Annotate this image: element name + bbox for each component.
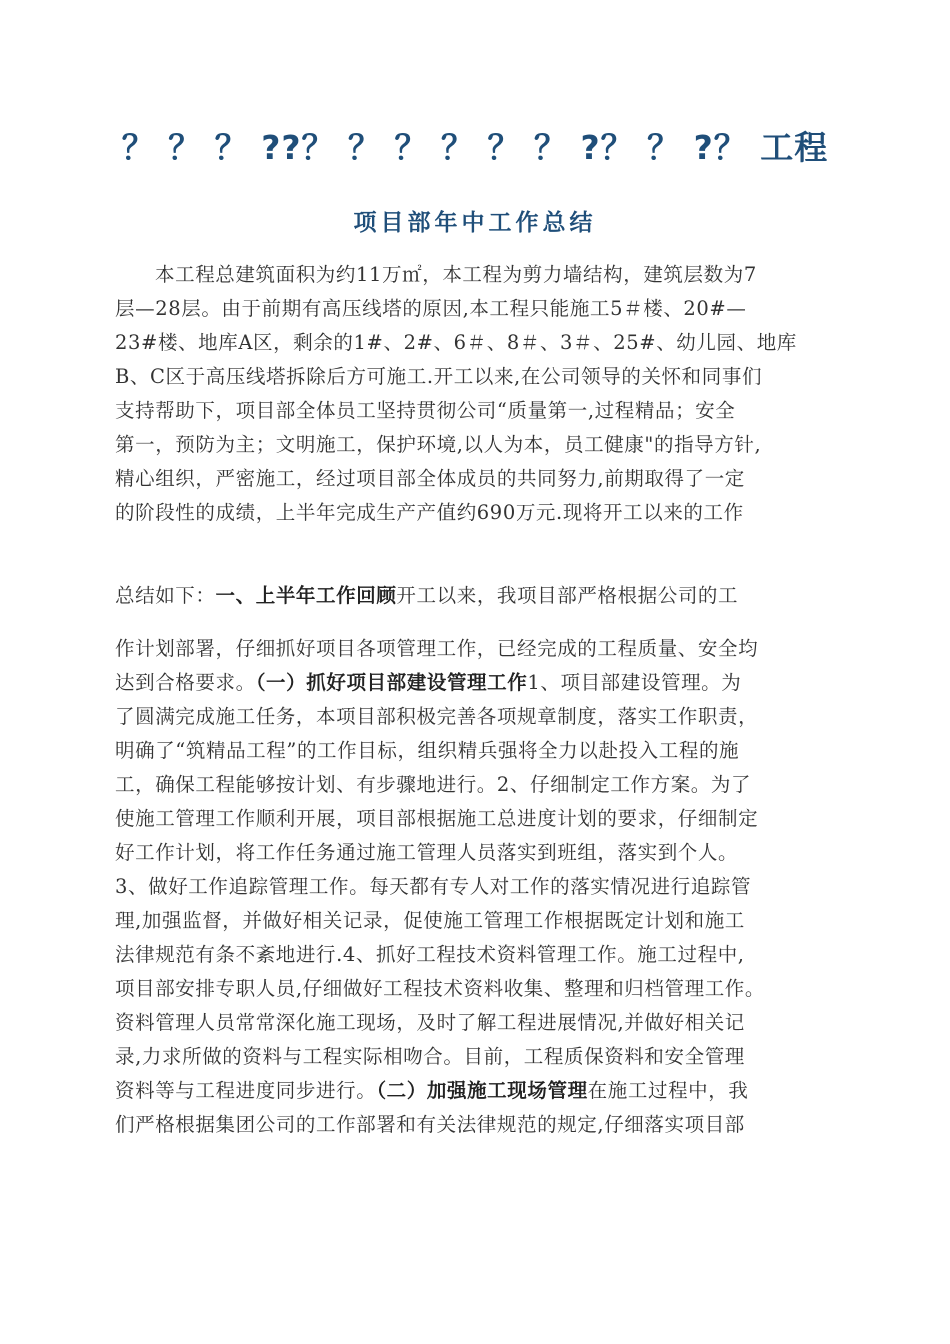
paragraph-line: 们严格根据集团公司的工作部署和有关法律规范的规定,仔细落实项目部 — [115, 1113, 745, 1136]
line-lead-text: 资料等与工程进度同步进行。 — [115, 1079, 377, 1102]
subsection-heading-site: （二）加强施工现场管理 — [376, 1079, 588, 1102]
paragraph-line: 理,加强监督，并做好相关记录，促使施工管理工作根据既定计划和施工 — [115, 909, 745, 932]
paragraph-line: 作计划部署，仔细抓好项目各项管理工作，已经完成的工程质量、安全均 — [115, 637, 759, 660]
paragraph-line: 工，确保工程能够按计划、有步骤地进行。2、仔细制定工作方案。为了 — [115, 773, 752, 796]
intro-paragraph — [115, 258, 845, 530]
document-title: ？ ？ ？ ??？ ？ ？ ？ ？ ？ ?？ ？ ?？ 工程 — [121, 128, 829, 167]
paragraph-line: 23#楼、地库A区，剩余的1#、2#、6＃、8＃、3＃、25#、幼儿园、地库 — [115, 331, 797, 354]
document-subtitle: 项目部年中工作总结 — [353, 210, 597, 236]
section-heading-review: 一、上半年工作回顾 — [215, 584, 397, 607]
paragraph-line: 明确了“筑精品工程”的工作目标，组织精兵强将全力以赴投入工程的施 — [115, 739, 740, 762]
paragraph-line: 了圆满完成施工任务，本项目部积极完善各项规章制度，落实工作职责， — [115, 705, 759, 728]
paragraph-line: 的阶段性的成绩，上半年完成生产产值约690万元.现将开工以来的工作 — [115, 501, 744, 524]
line-tail-text: 1、项目部建设管理。为 — [527, 671, 742, 694]
paragraph-line: 法律规范有条不紊地进行.4、抓好工程技术资料管理工作。施工过程中, — [115, 943, 745, 966]
line-lead-text: 达到合格要求。 — [115, 671, 256, 694]
paragraph-line: 资料管理人员常常深化施工现场，及时了解工程进展情况,并做好相关记 — [115, 1011, 745, 1034]
paragraph-line — [115, 666, 845, 700]
summary-tail-text: 开工以来，我项目部严格根据公司的工 — [396, 584, 739, 607]
paragraph-line — [115, 579, 845, 613]
summary-paragraph — [115, 579, 845, 613]
paragraph-line: 支持帮助下，项目部全体员工坚持贯彻公司“质量第一,过程精品；安全 — [115, 399, 736, 422]
paragraph-line — [115, 1074, 845, 1108]
body-paragraph — [115, 632, 845, 1142]
paragraph-line: 录,力求所做的资料与工程实际相吻合。目前，工程质保资料和安全管理 — [115, 1045, 745, 1068]
summary-lead-text: 总结如下： — [115, 584, 216, 607]
paragraph-line: 项目部安排专职人员,仔细做好工程技术资料收集、整理和归档管理工作。 — [115, 977, 765, 1000]
paragraph-line: 第一，预防为主；文明施工，保护环境,以人为本，员工健康"的指导方针, — [115, 433, 762, 456]
paragraph-line: 3、做好工作追踪管理工作。每天都有专人对工作的落实情况进行追踪管 — [115, 875, 752, 898]
line-tail-text: 在施工过程中，我 — [587, 1079, 749, 1102]
paragraph-line: 使施工管理工作顺利开展，项目部根据施工总进度计划的要求，仔细制定 — [115, 807, 759, 830]
paragraph-line: B、C区于高压线塔拆除后方可施工.开工以来,在公司领导的关怀和同事们 — [115, 365, 763, 388]
paragraph-line: 好工作计划，将工作任务通过施工管理人员落实到班组，落实到个人。 — [115, 841, 739, 864]
paragraph-line: 精心组织，严密施工，经过项目部全体成员的共同努力,前期取得了一定 — [115, 467, 745, 490]
paragraph-line: 层—28层。由于前期有高压线塔的原因,本工程只能施工5＃楼、20#— — [115, 297, 747, 320]
subsection-heading-management: （一）抓好项目部建设管理工作 — [255, 671, 528, 694]
paragraph-line: 本工程总建筑面积为约11万㎡，本工程为剪力墙结构，建筑层数为7 — [155, 263, 757, 286]
